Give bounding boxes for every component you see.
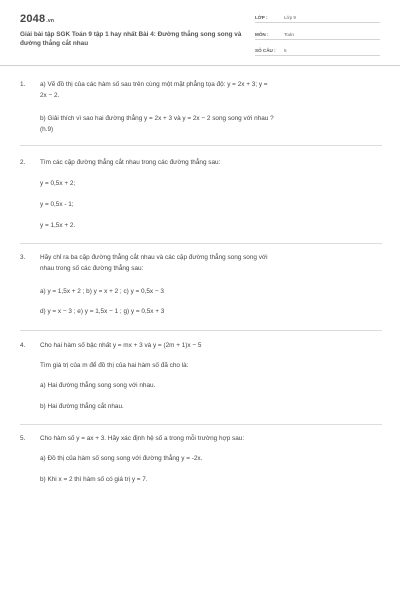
- question-line: Cho hàm số y = ax + 3. Hãy xác định hệ số a trong mỗi trường hợp sau:: [40, 435, 245, 442]
- document-title: Giải bài tập SGK Toán 9 tập 1 hay nhất Bài 4: Đường thẳng song song và đường thẳng cắt nhau: [20, 31, 242, 47]
- logo-domain: .vn: [46, 18, 55, 24]
- meta-subject-value: Toán: [284, 32, 294, 37]
- question-line: a) Hai đường thẳng song song với nhau.: [40, 382, 156, 389]
- divider: [20, 330, 382, 331]
- question-number: 4.: [20, 342, 26, 349]
- question-number: 2.: [20, 159, 26, 166]
- logo-text: 2048: [20, 13, 46, 25]
- divider: [20, 243, 382, 244]
- question-line: a) Vẽ đồ thị của các hàm số sau trên cùng một mặt phẳng tọa độ: y = 2x + 3; y =: [40, 81, 268, 88]
- question-line: Tìm giá trị của m để đồ thị của hai hàm số đã cho là:: [40, 362, 189, 369]
- question-line: nhau trong số các đường thẳng sau:: [40, 265, 144, 272]
- question-number: 3.: [20, 254, 26, 261]
- question-line: Cho hai hàm số bậc nhất y = mx + 3 và y = (2m + 1)x − 5: [40, 342, 202, 349]
- question-line: b) Giải thích vì sao hai đường thẳng y = 2x + 3 và y = 2x − 2 song song với nhau ?: [40, 115, 274, 122]
- question-line: y = 0,5x + 2;: [40, 180, 76, 187]
- question-4: [20, 341, 382, 421]
- document-header: [0, 0, 400, 66]
- meta-grade-label: LỚP :: [255, 15, 268, 20]
- divider: [20, 424, 382, 425]
- question-line: y = 1,5x + 2.: [40, 222, 76, 229]
- meta-grade-value: Lớp 9: [284, 15, 296, 20]
- question-line: y = 0,5x - 1;: [40, 201, 74, 208]
- divider: [20, 145, 382, 146]
- meta-question-count: [255, 45, 380, 56]
- question-2: [20, 158, 382, 238]
- meta-grade: [255, 12, 380, 23]
- question-5: [20, 434, 382, 494]
- question-number: 1.: [20, 81, 26, 88]
- question-3: [20, 253, 382, 323]
- question-line: Hãy chỉ ra ba cặp đường thẳng cắt nhau và các cặp đường thẳng song song với: [40, 254, 268, 261]
- question-1: [20, 80, 382, 140]
- meta-subject: [255, 29, 380, 40]
- question-line: (h.9): [40, 126, 54, 133]
- meta-count-label: SỐ CÂU :: [255, 48, 276, 53]
- meta-subject-label: MÔN :: [255, 32, 269, 37]
- question-line: d) y = x − 3 ; e) y = 1,5x − 1 ; g) y = 0,5x + 3: [40, 308, 165, 315]
- question-line: 2x − 2.: [40, 92, 60, 99]
- question-line: a) y = 1,5x + 2 ; b) y = x + 2 ; c) y = 0,5x − 3: [40, 288, 164, 295]
- site-logo[interactable]: [20, 13, 54, 25]
- question-line: Tìm các cặp đường thẳng cắt nhau trong các đường thẳng sau:: [40, 159, 221, 166]
- meta-count-value: 5: [284, 48, 287, 53]
- question-number: 5.: [20, 435, 26, 442]
- question-line: a) Đồ thị của hàm số song song với đường thẳng y = -2x.: [40, 455, 203, 462]
- question-line: b) Khi x = 2 thì hàm số có giá trị y = 7.: [40, 476, 148, 483]
- question-line: b) Hai đường thẳng cắt nhau.: [40, 403, 124, 410]
